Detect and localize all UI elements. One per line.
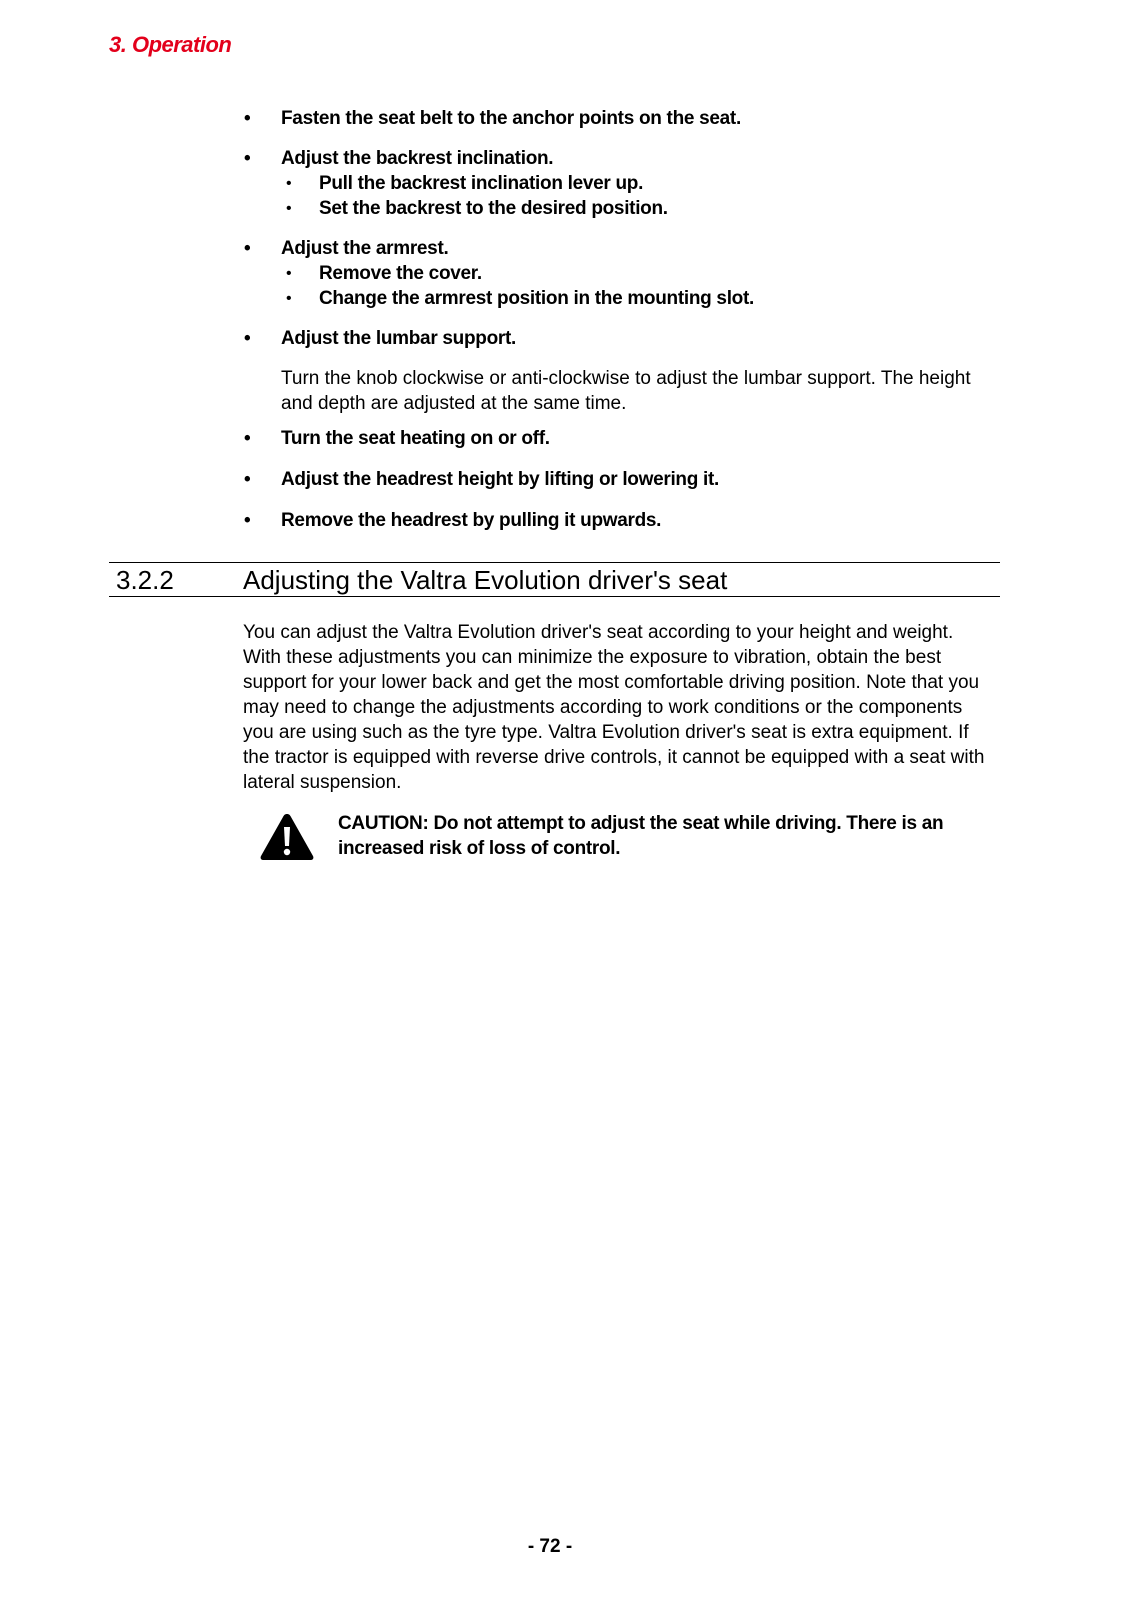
bullet-marker: • — [244, 428, 251, 449]
sub-bullet-marker: • — [286, 265, 292, 282]
section-intro: You can adjust the Valtra Evolution driver's seat according to your height and weight. With these adjustments you can minimize the exposure to vibration, obtain the best support for your lower back and get the most comfortable driving position. Note that you may need to change the adjustments according to work conditions or the components you are using such as the tyre type. Valtra Evolution driver's seat is extra equipment. If the tractor is equipped with reverse drive controls, it cannot be equipped with a seat with lateral suspension. — [243, 622, 985, 793]
bullet-marker: • — [244, 510, 251, 531]
list-item-text: Adjust the headrest height by lifting or lowering it. — [281, 469, 720, 490]
sub-bullet-marker: • — [286, 200, 292, 217]
section-number: 3.2.2 — [116, 565, 174, 595]
section-rule-bottom — [109, 596, 1000, 597]
section-rule-top — [109, 562, 1000, 563]
bullet-marker: • — [244, 108, 251, 129]
sub-list-item-text: Set the backrest to the desired position. — [319, 198, 668, 219]
sub-list-item-text: Change the armrest position in the mounting slot. — [319, 288, 754, 309]
bullet-marker: • — [244, 148, 251, 169]
list-item-text: Remove the headrest by pulling it upwards. — [281, 510, 662, 531]
caution-text: CAUTION: Do not attempt to adjust the seat while driving. There is an increased risk of loss of control. — [338, 813, 944, 859]
sub-bullet-marker: • — [286, 290, 292, 307]
list-item-text: Turn the seat heating on or off. — [281, 428, 550, 449]
list-item-text: Fasten the seat belt to the anchor points on the seat. — [281, 108, 741, 129]
lumbar-description: Turn the knob clockwise or anti-clockwise to adjust the lumbar support. The height and depth are adjusted at the same time. — [281, 368, 971, 414]
list-item-text: Adjust the backrest inclination. — [281, 148, 554, 169]
bullet-marker: • — [244, 238, 251, 259]
sub-list-item-text: Remove the cover. — [319, 263, 482, 284]
list-item-text: Adjust the armrest. — [281, 238, 449, 259]
warning-triangle-icon — [259, 812, 315, 862]
list-item-text: Adjust the lumbar support. — [281, 328, 516, 349]
bullet-marker: • — [244, 328, 251, 349]
page-number: - 72 - — [527, 1536, 573, 1557]
section-title: Adjusting the Valtra Evolution driver's seat — [243, 565, 728, 595]
bullet-marker: • — [244, 469, 251, 490]
sub-bullet-marker: • — [286, 175, 292, 192]
sub-list-item-text: Pull the backrest inclination lever up. — [319, 173, 644, 194]
chapter-heading: 3. Operation — [109, 32, 232, 57]
